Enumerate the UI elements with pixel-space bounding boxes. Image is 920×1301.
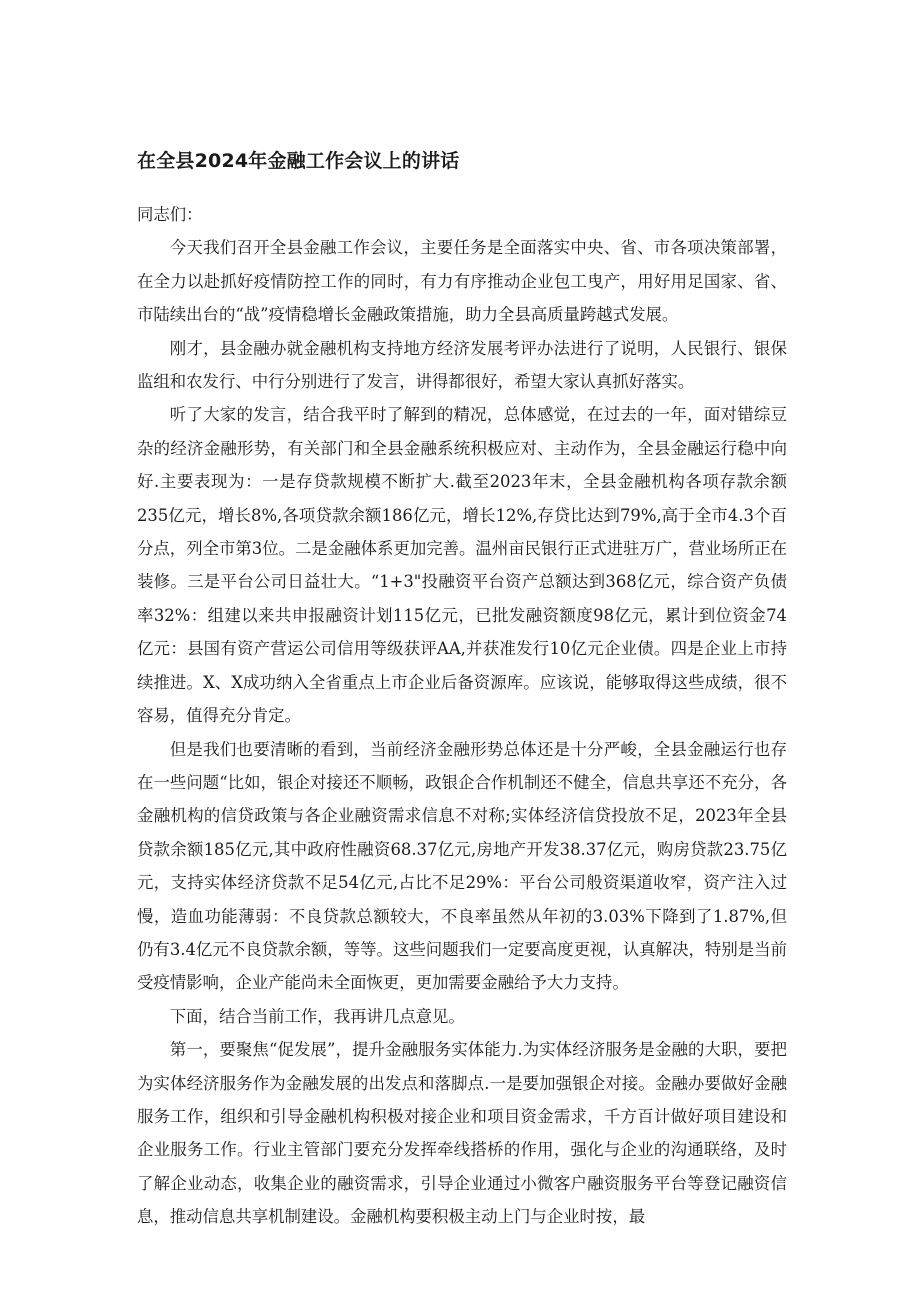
paragraph-problems: 但是我们也要清晰的看到，当前经济金融形势总体还是十分严峻，全县金融运行也存在一些问题“比如，银企对接还不顺畅，政银企合作机制还不健全，信息共享还不充分，各金融机构的信贷政策与各企业融资需求信息不对称;实体经济信贷投放不足，2023年全县贷款余额185亿元,其中政府性融资68.37亿元,房地产开发38.37亿元，购房贷款23.75亿元，支持实体经济贷款不足54亿元,占比不足29%：平台公司般资渠道收窄，资产注入过慢，造血功能薄弱：不良贷款总额较大，不良率虽然从年初的3.03%下降到了1.87%,但仍有3.4亿元不良贷款余额，等等。这些问题我们一定要高度更视，认真解决，特别是当前受疫情影响，企业产能尚未全面恢更，更加需要金融给予大力支持。 — [137, 739, 787, 993]
paragraph-opening: 今天我们召开全县金融工作会议，主要任务是全面落实中央、省、市各项决策部署，在全力以赴抓好疫情防控工作的同时，有力有序推动企业包工曳产，用好用足国家、省、市陆续出台的“战”疫情稳增长金融政策措施，助力全县高质量跨越式发展。 — [137, 238, 787, 325]
paragraph-first-point: 第一，要聚焦“促发展”，提升金融服务实体能力.为实体经济服务是金融的大职，要把为实体经济服务作为金融发展的出发点和落脚点.一是要加强银企对接。金融办要做好金融服务工作，组织和引导金融机构积极对接企业和项目资金需求，千方百计做好项目建设和企业服务工作。行业主管部门要充分发挥牵线搭桥的作用，强化与企业的沟通联络，及时了解企业动态，收集企业的融资需求，引导企业通过小微客户融资服务平台等登记融资信息，推动信息共享机制建设。金融机构要积极主动上门与企业时按，最 — [137, 1040, 787, 1227]
document-body — [137, 198, 787, 1234]
paragraph-transition: 下面，结合当前工作，我再讲几点意见。 — [169, 1006, 465, 1026]
document-title: 在全县2024年金融工作会议上的讲话 — [137, 150, 460, 172]
paragraph-reports: 刚才，县金融办就金融机构支持地方经济发展考评办法进行了说明，人民银行、银保监组和农发行、中行分别进行了发言，讲得都很好，希望大家认真抓好落实。 — [137, 338, 787, 392]
paragraph-achievements: 听了大家的发言，结合我平时了解到的精况，总体感觉，在过去的一年，面对错综豆杂的经济金融形势，有关部门和全县金融系统积极应对、主动作为，全县金融运行稳中向好.主要表现为：一是存贷款规模不断扩大.截至2023年末，全县金融机构各项存款余额235亿元，增长8%,各项贷款余额186亿元，增长12%,存贷比达到79%,高于全市4.3个百分点，列全市第3位。二是金融体系更加完善。温州亩民银行正式进驻万广，营业场所正在装修。三是平台公司日益壮大。“1+3"投融资平台资产总额达到368亿元，综合资产负债率32%：组建以来共申报融资计划115亿元，已批发融资额度98亿元，累计到位资金74亿元：县国有资产营运公司信用等级获评AA,并获准发行10亿元企业债。四是企业上市持续推进。X、X成功纳入全省重点上市企业后备资源库。应该说，能够取得这些成绩，很不容易，值得充分肯定。 — [137, 405, 787, 726]
salutation: 同志们： — [137, 205, 203, 224]
